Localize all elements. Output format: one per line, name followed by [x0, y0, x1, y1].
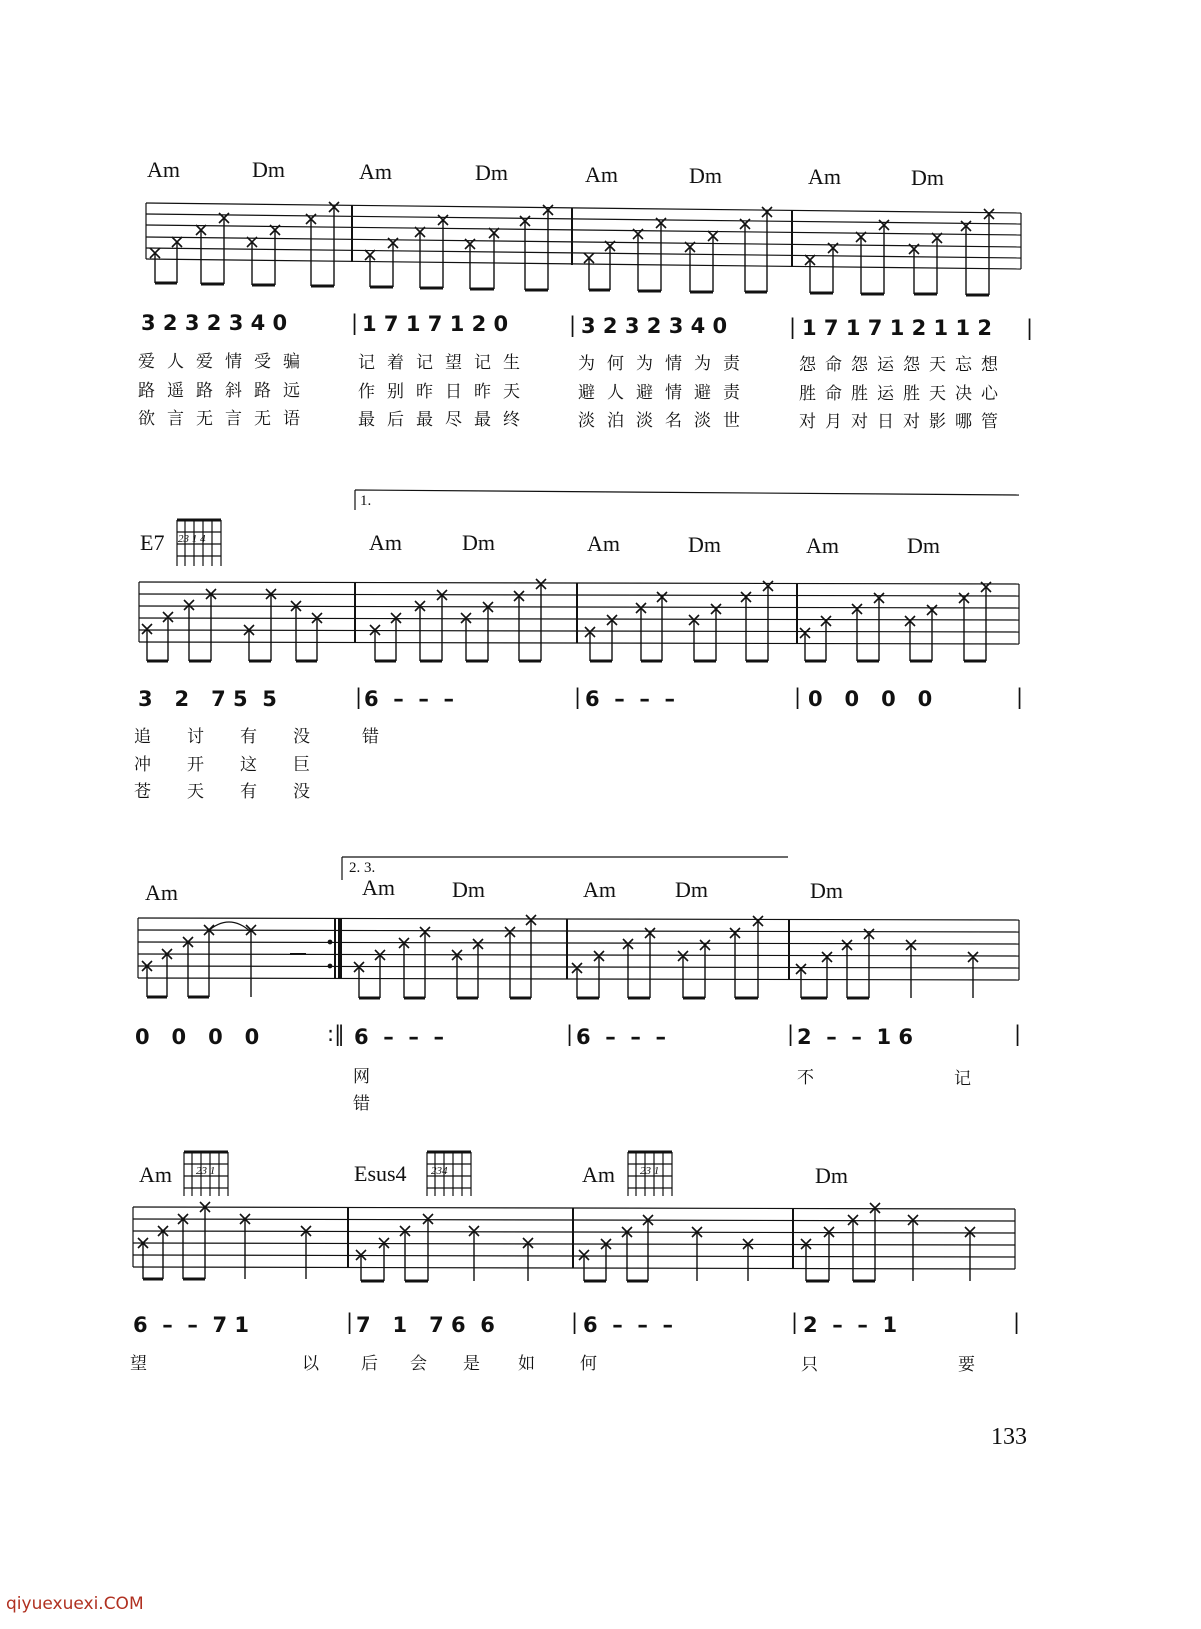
chord-label: Am	[362, 875, 395, 900]
lyric-line: 怨命怨运怨天忘想	[799, 355, 1007, 375]
chord-label: Am	[585, 162, 618, 187]
jianpu-measure: 3 2 3 2 3 4 0	[141, 311, 288, 335]
chord-label: Esus4	[354, 1161, 407, 1186]
finger-numbers: 234	[431, 1165, 448, 1177]
chord-label: Dm	[689, 163, 722, 188]
lyric-char: 会	[410, 1354, 427, 1374]
chord-label: Dm	[810, 878, 843, 903]
lyric-char: 要	[958, 1355, 975, 1375]
chord-label: Dm	[907, 533, 940, 558]
chord-label: Dm	[815, 1163, 848, 1188]
chord-label: Am	[359, 159, 392, 184]
chord-label: Am	[369, 530, 402, 555]
chord-label: Am	[145, 880, 178, 905]
jianpu-measure: 1 7 1 7 1 2 1 1 2	[802, 316, 992, 340]
barline: |	[1013, 1310, 1021, 1334]
lyric-line: 欲言无言无语	[138, 409, 312, 429]
chord-diagram-esus4	[425, 1150, 473, 1198]
lyric-char: 以	[302, 1354, 319, 1374]
jianpu-measure: 1 7 1 7 1 2 0	[362, 312, 509, 336]
lyric-line: 淡泊淡名淡世	[578, 411, 752, 431]
lyric-char: 记	[954, 1069, 971, 1089]
barline: |	[351, 311, 359, 335]
lyric-line: 路遥路斜路远	[138, 381, 312, 401]
jianpu-measure: 0 0 0 0	[808, 687, 933, 711]
chord-label: Dm	[462, 530, 495, 555]
jianpu-measure: 6 – – 7 1	[133, 1313, 250, 1337]
lyric-char: 网	[353, 1067, 370, 1087]
barline: |	[569, 313, 577, 337]
barline: |	[791, 1310, 799, 1334]
chord-label: Dm	[452, 877, 485, 902]
finger-numbers: 23 1 4	[178, 533, 206, 545]
chord-label: Am	[808, 164, 841, 189]
chord-label: Dm	[911, 165, 944, 190]
chord-diagram-e7	[175, 518, 223, 568]
chord-label: Dm	[675, 877, 708, 902]
chord-label: Am	[147, 157, 180, 182]
barline: |	[1016, 685, 1024, 709]
lyric-char: 何	[580, 1354, 597, 1374]
repeat-sign: :‖	[327, 1022, 345, 1046]
chord-label: Am	[806, 533, 839, 558]
tab-staff-4	[133, 1207, 1015, 1281]
lyric-char: 如	[518, 1354, 535, 1374]
barline: |	[1026, 316, 1034, 340]
chord-label: Dm	[475, 160, 508, 185]
barline: |	[794, 685, 802, 709]
chord-label: Am	[583, 877, 616, 902]
lyric-line: 对月对日对影哪管	[799, 412, 1007, 432]
jianpu-measure: 2 – – 1 6	[797, 1025, 914, 1049]
lyric-line: 冲开这巨	[134, 755, 346, 775]
barline: |	[789, 315, 797, 339]
barline: |	[566, 1022, 574, 1046]
lyric-line: 记着记望记生	[358, 353, 532, 373]
jianpu-measure: 6 – – –	[585, 687, 675, 711]
lyric-line: 为何为情为责	[578, 354, 752, 374]
barline: |	[1014, 1022, 1022, 1046]
jianpu-measure: 3 2 3 2 3 4 0	[581, 314, 728, 338]
lyric-char: 只	[801, 1355, 818, 1375]
finger-numbers: 23 1	[640, 1165, 660, 1177]
tab-staff-3	[138, 857, 1019, 998]
jianpu-measure: 0 0 0 0	[135, 1025, 260, 1049]
tab-staff-1	[146, 203, 1021, 295]
barline: |	[571, 1310, 579, 1334]
lyric-line: 追讨有没	[134, 727, 346, 747]
jianpu-measure: 6 – – –	[364, 687, 454, 711]
chord-label: Am	[587, 531, 620, 556]
lyric-line: 错	[362, 727, 379, 747]
finger-numbers: 23 1	[196, 1165, 216, 1177]
volta-ending-2-3: 2. 3.	[349, 860, 376, 876]
lyric-line: 避人避情避责	[578, 383, 752, 403]
barline: |	[346, 1310, 354, 1334]
chord-label: E7	[140, 530, 165, 555]
lyric-line: 作别昨日昨天	[358, 382, 532, 402]
page-number: 133	[991, 1424, 1027, 1450]
jianpu-measure: 2 – – 1	[803, 1313, 898, 1337]
lyric-line: 最后最尽最终	[358, 410, 532, 430]
lyric-line: 爱人爱情受骗	[138, 352, 312, 372]
tab-staff-2	[139, 490, 1019, 661]
jianpu-measure: 6 – – –	[576, 1025, 666, 1049]
barline: |	[787, 1022, 795, 1046]
jianpu-measure: 6 – – –	[354, 1025, 444, 1049]
barline: |	[355, 685, 363, 709]
chord-diagram-am	[182, 1150, 230, 1198]
jianpu-measure: 6 – – –	[583, 1313, 673, 1337]
chord-label: Dm	[688, 532, 721, 557]
volta-ending-1: 1.	[360, 493, 372, 509]
jianpu-measure: 7 1 7 6 6	[356, 1313, 495, 1337]
site-watermark: qiyuexuexi.COM	[6, 1594, 144, 1614]
lyric-line: 胜命胜运胜天决心	[799, 384, 1007, 404]
chord-diagram-am	[626, 1150, 674, 1198]
lyric-line: 苍天有没	[134, 782, 346, 802]
barline: |	[574, 685, 582, 709]
lyric-char: 望	[130, 1354, 147, 1374]
lyric-char: 是	[463, 1354, 480, 1374]
chord-label: Dm	[252, 157, 285, 182]
chord-label: Am	[139, 1162, 172, 1187]
jianpu-measure: 3 2 7 5 5	[138, 687, 277, 711]
chord-label: Am	[582, 1162, 615, 1187]
lyric-char: 错	[353, 1094, 370, 1114]
lyric-char: 后	[361, 1354, 378, 1374]
lyric-char: 不	[797, 1068, 814, 1088]
